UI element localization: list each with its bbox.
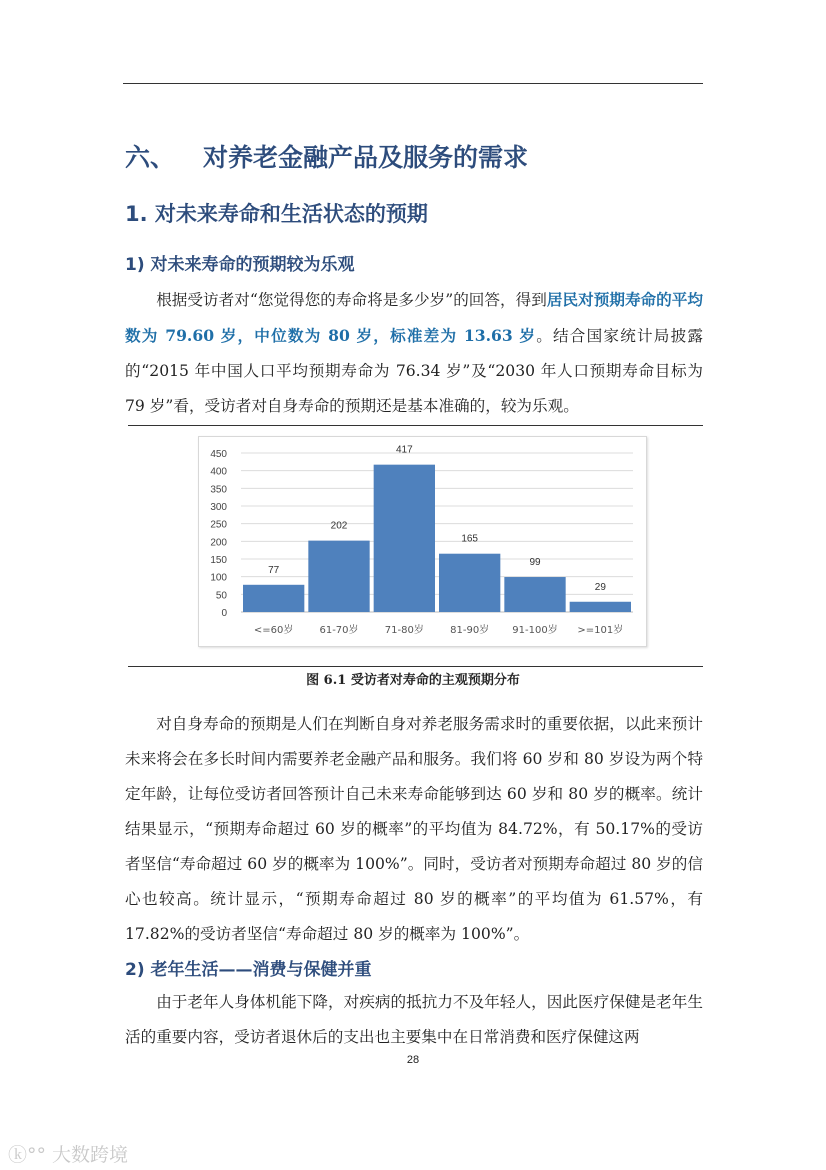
- x-tick-label: 61-70岁: [319, 625, 359, 636]
- data-label: 417: [395, 444, 413, 456]
- bar: [439, 554, 500, 612]
- sub-heading-1: 1) 对未来寿命的预期较为乐观: [125, 255, 355, 275]
- x-tick-label: 81-90岁: [450, 625, 490, 636]
- bar-chart: [199, 437, 646, 646]
- y-tick-label: 400: [210, 466, 227, 478]
- data-label: 77: [268, 564, 280, 576]
- subsection-heading: 1. 对未来寿命和生活状态的预期: [125, 202, 428, 226]
- y-tick-label: 300: [210, 502, 227, 513]
- data-label: 29: [594, 581, 606, 593]
- data-label: 202: [330, 520, 348, 532]
- x-tick-label: 91-100岁: [512, 625, 558, 636]
- para1-text: 根据受访者对“您觉得您的寿命将是多少岁”的回答，得到: [156, 291, 547, 309]
- page-number: 28: [406, 1054, 420, 1066]
- x-tick-label: 71-80岁: [384, 625, 424, 636]
- y-tick-label: 450: [210, 449, 227, 460]
- bar: [374, 465, 435, 612]
- para1-text-end: 。结合国家统计局披露的“2015 年中国人口平均预期寿命为 76.34 岁”及“2030 年人口预期寿命目标为 79 岁”看，受访者对自身寿命的预期还是基本准确的，较为乐观。: [125, 327, 703, 415]
- sub-heading-2: 2) 老年生活——消费与保健并重: [125, 960, 372, 980]
- section-heading: [125, 138, 528, 174]
- figure-top-rule: [128, 425, 703, 426]
- section-title: 对养老金融产品及服务的需求: [203, 143, 529, 172]
- bar: [243, 585, 304, 612]
- bar-chart-frame: [198, 436, 647, 647]
- data-label: 165: [461, 533, 479, 545]
- figure-bottom-rule: [128, 666, 703, 667]
- header-rule: [123, 83, 703, 84]
- bar: [308, 541, 369, 612]
- y-tick-label: 100: [210, 572, 227, 584]
- y-tick-label: 350: [210, 484, 227, 496]
- y-tick-label: 150: [210, 555, 227, 566]
- paragraph-1: [125, 282, 703, 424]
- bar: [504, 577, 565, 612]
- para1-highlight: 居民对预期寿命的平均数为 79.60 岁，中位数为 80 岁，标准差为 13.63 岁: [125, 290, 703, 345]
- y-tick-label: 200: [210, 537, 227, 549]
- y-tick-label: 0: [221, 608, 227, 619]
- bar: [570, 602, 631, 612]
- data-label: 99: [529, 557, 541, 569]
- y-tick-label: 50: [215, 590, 227, 602]
- watermark-text: 大数跨境: [52, 1144, 129, 1166]
- x-tick-label: >=101岁: [577, 625, 624, 636]
- paragraph-3: 由于老年人身体机能下降，对疾病的抵抗力不及年轻人，因此医疗保健是老年生活的重要内容，受访者退休后的支出也主要集中在日常消费和医疗保健这两: [125, 993, 703, 1046]
- x-tick-label: <=60岁: [253, 625, 294, 636]
- watermark-logo: ⓚ°° 大数跨境: [8, 1144, 129, 1166]
- section-number: 六、: [125, 143, 176, 172]
- y-tick-label: 250: [210, 519, 227, 531]
- paragraph-2: 对自身寿命的预期是人们在判断自身对养老服务需求时的重要依据，以此来预计未来将会在多长时间内需要养老金融产品和服务。我们将 60 岁和 80 岁设为两个特定年龄，让每位受访者回答预计自己未来寿命能够到达 60 岁和 80 岁的概率。统计结果显示，“预期寿命超过 60 岁的概率”的平均值为 84.72%，有 50.17%的受访者坚信“寿命超过 60 岁的概率为 100%”。同时，受访者对预期寿命超过 80 岁的信心也较高。统计显示，“预期寿命超过 80 岁的概率”的平均值为 61.57%，有 17.82%的受访者坚信“寿命超过 80 岁的概率为 100%”。: [125, 715, 703, 943]
- figure-caption: 图 6.1 受访者对寿命的主观预期分布: [306, 673, 520, 688]
